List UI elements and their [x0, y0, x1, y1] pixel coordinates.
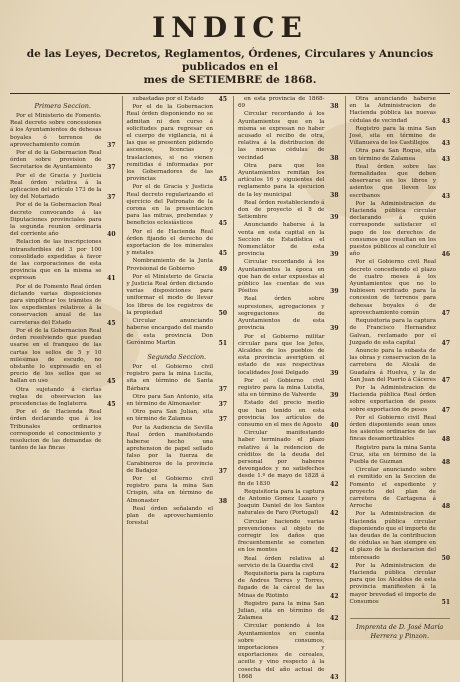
- index-entry: [238, 96, 339, 110]
- entry-list: [127, 364, 228, 527]
- entry-page-number: 45: [218, 250, 227, 258]
- index-entry: [238, 163, 339, 199]
- entry-page-number: 45: [218, 220, 227, 228]
- subtitle-line: de las Leyes, Decretos, Reglamentos, Órdenes, Circulares y Anuncios publicados en el: [26, 48, 434, 73]
- entry-page-number: 47: [441, 406, 450, 414]
- index-entry: [10, 284, 116, 327]
- index-entry: [350, 148, 451, 162]
- entry-page-number: 48: [441, 458, 450, 466]
- index-entry: [127, 104, 228, 183]
- entry-page-number: 42: [330, 510, 339, 518]
- entry-page-number: 38: [218, 497, 227, 505]
- entry-page-number: 37: [107, 194, 116, 202]
- entry-text: Por el Gobierno civil registro para la mina Lucila, sita en término de Santa Bárbara: [126, 363, 213, 392]
- entry-page-number: 46: [441, 251, 450, 259]
- entry-text: Registro para la mina San Julian, sita en término de Zalamea: [238, 600, 325, 622]
- index-entry: [350, 348, 451, 384]
- entry-page-number: 37: [218, 467, 227, 475]
- entry-text: Circular anunciando haberse encargado del mando de esta provincia Don Gerónimo Martin: [126, 318, 213, 346]
- entry-text: Nombramiento de la Junta Provisional de Gobierno: [126, 258, 213, 272]
- entry-page-number: 39: [330, 251, 339, 259]
- entry-text: Por el de Gracia y Justicia Real órden relativa á la aplicacion del artículo 173 de la ley del Notariado: [10, 172, 102, 201]
- index-entry: [10, 409, 116, 452]
- entry-page-number: 38: [330, 103, 339, 111]
- entry-text: Registro para la mina San José, sita en término de Villanueva de los Castillejos: [349, 125, 436, 147]
- entry-text: Otra para que los Ayuntamientos remitan los artículos 16 y siguientes del reglamento para la ejecucion de la ley municipal: [238, 162, 325, 198]
- entry-text: Por el de la Gobernacion Real órden sobre provision de Secretarios de Ayuntamiento: [10, 150, 102, 171]
- entry-text: Por la Administracion de Hacienda pública circular disponiendo que el importe de las deudas de la contribucion de cédulas se han siempre en el plazo de la declaracion del interesado: [349, 511, 436, 561]
- index-entry: [350, 511, 451, 561]
- entry-text: Relacion de las inscripciones intransferibles del 3 por 100 consolidado expedidas á favor de las corporaciones de esta provincia que en la misma se expresan: [10, 239, 102, 282]
- index-entry: [127, 184, 228, 227]
- index-entry: [10, 328, 116, 386]
- subtitle-line: mes de SETIEMBRE de 1868.: [143, 74, 317, 86]
- index-entry: [350, 164, 451, 200]
- entry-text: Otra sujetando á ciertas reglas de observacion las procedencias de Inglaterra: [10, 386, 102, 407]
- entry-text: Por el Gobierno civil registro para la mina San Crispin, sita en término de Almonaster: [126, 475, 213, 504]
- entry-text: Registro para la mina Santa Cruz, sita en término de la Puebla de Guzman: [349, 444, 436, 465]
- entry-page-number: 43: [441, 192, 450, 200]
- index-entry: [350, 563, 451, 606]
- entry-page-number: 47: [441, 309, 450, 317]
- imprint: [350, 618, 451, 641]
- entry-list: [127, 96, 228, 347]
- section-heading: Segunda Seccion.: [147, 352, 207, 361]
- entry-page-number: 48: [441, 503, 450, 511]
- index-entry: [10, 150, 116, 172]
- index-entry: [10, 239, 116, 282]
- index-entry: [350, 96, 451, 125]
- index-entry: [238, 259, 339, 295]
- entry-text: Requisitoria para la captura de Antonio Gomez Lazaro y Joaquin Daniel de los Santos naturales de Faro (Portugal): [238, 488, 325, 517]
- entry-page-number: 48: [441, 436, 450, 444]
- index-entry: [350, 467, 451, 510]
- index-entry: [238, 400, 339, 429]
- entry-text: Otro para San Julian, sita en término de Zalamea: [126, 409, 213, 423]
- entry-text: en esta provincia de 1868-69: [238, 96, 325, 110]
- entry-text: Circular poniendo á los Ayuntamientos en cuenta sobre consumos, importaciones y exportaciones de cereales, aceite y vino respecto á la cosecha del año actual de 1868: [238, 623, 325, 680]
- index-entry: [238, 571, 339, 600]
- index-entry: [238, 200, 339, 222]
- entry-text: Circular anunciando sobre el remitido en la Seccion de Fomento el expediente y proyecto del plan de carretera de Cartagena á Arroche: [349, 467, 436, 510]
- entry-text: Por el Ministerio de Fomento. Real decreto sobre concesiones á los Ayuntamientos de dehesas boyales ó terrenos de aprovechamiento común: [10, 113, 102, 148]
- entry-text: Por el Gobierno militar circular para que los Jefes, Alcaldes de los pueblos de esta provincia averigüen el estado de sus respectivas localidades José Delgado: [238, 333, 325, 376]
- index-entry: [350, 318, 451, 347]
- entry-page-number: 50: [441, 554, 450, 562]
- index-entry: [238, 623, 339, 681]
- entry-page-number: 49: [218, 265, 227, 273]
- page-title: INDICE: [152, 11, 308, 44]
- entry-page-number: 43: [441, 155, 450, 163]
- entry-text: Por el Gobierno civil Real órden disponiendo sean unos los asientos ordinarios de las fincas desamortizables: [349, 414, 436, 443]
- entry-text: Por el de la Gobernacion Real órden disponiendo no se admitan ni den curso á solicitudes para regresar en el cuerpo de vigilancia, ni á las que se presenten pidiendo ascensos, licencias y traslaciones, si no vienen remitidas é informadas por los Gobernadores de las provincias: [126, 104, 213, 183]
- entry-text: Por el de Gracia y Justicia Real decreto regularizando el ejercicio del Patronato de la corona en la presentacion para las mitras, prebendas y beneficios eclesiásticos: [126, 184, 213, 227]
- index-entry: [238, 430, 339, 488]
- index-entry: [127, 409, 228, 423]
- entry-text: Real órden sobre supresiones, agregaciones y segregaciones de Ayuntamientos de esta provincia: [238, 296, 325, 332]
- index-column-1: [10, 96, 116, 682]
- index-entry: [127, 364, 228, 393]
- entry-text: Requisitoria para la captura de Francisco Hernandez Galvan, reclamado por el Juzgado de esta capital: [349, 318, 436, 346]
- entry-text: Otra para San Roque, sita en término de Zalamea: [349, 148, 436, 162]
- index-entry: [350, 415, 451, 444]
- entry-page-number: 37: [218, 400, 227, 408]
- entry-page-number: 45: [107, 378, 116, 386]
- entry-page-number: 39: [330, 288, 339, 296]
- index-entry: [238, 222, 339, 258]
- entry-page-number: 43: [330, 673, 339, 681]
- entry-page-number: 42: [330, 562, 339, 570]
- index-column-2: [122, 96, 228, 682]
- entry-page-number: 45: [107, 319, 116, 327]
- entry-text: Circular recordando á los Ayuntamientos la época en que han de estar expuestas al público las cuentas de sus Pósitos: [238, 259, 325, 295]
- entry-text: Real órden señalando el plan de aprovechamiento forestal: [126, 505, 213, 527]
- index-entry: [238, 601, 339, 623]
- index-entry: [238, 378, 339, 400]
- index-entry: [10, 202, 116, 238]
- index-entry: [238, 489, 339, 518]
- index-entry: [127, 476, 228, 505]
- entry-page-number: 45: [218, 176, 227, 184]
- entry-text: Anuncio para la subasta de las obras y conservacion de la carretera de Alcalá de Guadaíra á Huelva, y la de San Juan del Puerto á Cáceres: [349, 347, 436, 383]
- entry-page-number: 37: [107, 141, 116, 149]
- entry-text: Otra anunciando haberse en la Administracion de Hacienda pública las nuevas cédulas de vecindad: [349, 96, 436, 124]
- index-entry: [238, 296, 339, 332]
- index-entry: [127, 318, 228, 347]
- entry-page-number: 42: [330, 480, 339, 488]
- title-rule: [10, 93, 450, 94]
- entry-page-number: 47: [441, 376, 450, 384]
- entry-list: [10, 113, 116, 452]
- section-heading: Primera Seccion.: [34, 102, 91, 110]
- entry-page-number: 40: [107, 231, 116, 239]
- index-entry: [10, 173, 116, 202]
- entry-page-number: 40: [330, 421, 339, 429]
- entry-page-number: 42: [330, 547, 339, 555]
- imprint-line: Herrera y Pinzon.: [370, 632, 430, 641]
- entry-text: Circular haciendo varias prevenciones al objeto de corregir los daños que frecuentemente se cometen en los montes: [238, 518, 325, 554]
- index-entry: [127, 274, 228, 317]
- entry-page-number: 43: [441, 140, 450, 148]
- entry-text: Requisitoria para la captura de Andres Torres y Torres, fugado de la cárcel de las Minas de Riotinto: [238, 571, 325, 599]
- entry-page-number: 45: [107, 400, 116, 408]
- index-entry: [238, 334, 339, 377]
- entry-page-number: 38: [330, 191, 339, 199]
- index-entry: [10, 113, 116, 149]
- entry-text: Por la Administracion de Hacienda pública Real órden sobre exportacion de pesos sobre exportacion de pesos: [349, 384, 436, 413]
- index-entry: [238, 111, 339, 161]
- entry-page-number: 37: [107, 164, 116, 172]
- page-subtitle: [18, 48, 442, 87]
- entry-page-number: 43: [441, 117, 450, 125]
- entry-text: Por el Ministerio de Gracia y Justicia Real órden dictando varias disposiciones para uniformar el modo de llevar los libros de los registros de la propiedad: [126, 273, 213, 316]
- entry-text: Por la Administracion de Hacienda pública circular para que los Alcaldes de esta provincia manifiesten á la mayor brevedad el importe de Consumos: [349, 562, 436, 605]
- entry-page-number: 37: [218, 416, 227, 424]
- entry-text: Por el de Hacienda Real órden declarando que á los Tribunales ordinarios corresponde el conocimiento y resolucion de las demandas de tanteo de las fincas: [10, 409, 102, 452]
- entry-page-number: 41: [107, 275, 116, 283]
- entry-text: subastadas por el Estado: [132, 96, 204, 102]
- index-entry: [127, 394, 228, 408]
- entry-page-number: 39: [330, 369, 339, 377]
- entry-text: Otro para San Antonio, sita en término de Almonaster: [126, 393, 213, 407]
- index-entry: [350, 385, 451, 414]
- index-column-3: [233, 96, 339, 682]
- entry-page-number: 39: [330, 392, 339, 400]
- index-entry: [350, 445, 451, 467]
- entry-text: Estado del precio medio que han tenido en esta provincia los artículos de consumo en el mes de Agosto: [238, 400, 325, 428]
- imprint-line: Imprenta de D. José María: [356, 623, 444, 632]
- entry-page-number: 45: [218, 96, 227, 103]
- index-entry: [127, 258, 228, 272]
- entry-text: Real órden relativa al servicio de la Guardia civil: [238, 555, 325, 569]
- index-entry: [127, 425, 228, 475]
- entry-text: Anunciando haberse á la venta en esta capital en la Seccion de Estadística el Nomenclátor de esta provincia: [238, 222, 325, 258]
- index-entry: [127, 506, 228, 528]
- entry-text: Por la Audiencia de Sevilla Real órden manifestando haberse hecho una aprehension de papel sellado falso por la fuerza de Carabineros de la provincia de Badajoz: [126, 424, 213, 474]
- entry-page-number: 50: [218, 309, 227, 317]
- entry-text: Circular manifestando haber terminado el plazo relativo á la redencion de créditos de la deuda del personal por haberes devengados y no satisfechos desde 1.º de mayo de 1828 á fin de 1830: [238, 430, 325, 487]
- entry-text: Real órden sobre las formalidades que deben observarse en los libros y asientos que lleven los escribanos: [349, 163, 436, 199]
- entry-page-number: 47: [441, 339, 450, 347]
- entry-page-number: 42: [330, 592, 339, 600]
- entry-page-number: 51: [218, 339, 227, 347]
- index-columns: [10, 96, 450, 681]
- index-entry: [127, 96, 228, 103]
- entry-text: Real órden restableciendo á don de proyecto el 8 de Setiembre: [238, 199, 325, 221]
- entry-list: [350, 96, 451, 606]
- index-entry: [127, 229, 228, 258]
- entry-text: Por el Gobierno civil registro para la mina Luisita, sita en término de Valverde: [238, 377, 325, 399]
- entry-page-number: 42: [330, 615, 339, 623]
- index-entry: [238, 556, 339, 570]
- entry-page-number: 37: [218, 385, 227, 393]
- entry-text: Por el de Hacienda Real órden fijando el derecho de exportacion de los minerales y metales: [126, 228, 213, 257]
- entry-page-number: 51: [441, 598, 450, 606]
- index-entry: [10, 387, 116, 409]
- index-entry: [238, 519, 339, 555]
- entry-list: [238, 96, 339, 681]
- index-column-4: [345, 96, 451, 682]
- entry-text: Por el de la Gobernacion Real decreto convocando á las Diputaciones provinciales para la segunda reunion ordinaria del corriente año: [10, 202, 102, 238]
- index-entry: [350, 126, 451, 148]
- index-entry: [350, 259, 451, 317]
- entry-text: Por la Administracion de Hacienda pública circular declarando á quién corresponde satisfacer el pago de los derechos de consumos que resultan en los puestos públicos al concluir el año: [349, 200, 436, 258]
- entry-text: Circular recordando á los Ayuntamientos que en la misma se expresan no haber acusado el recibo de otra, relativa á la distribucion de las nuevas cédulas de vecindad: [238, 111, 325, 161]
- entry-text: Por el de la Gobernacion Real órden resolviendo que puedan usarse en el franqueo de las cartas los sellos de 5 y 10 milésimas de escudo, no obstante lo expresado en el precio de los sellos que se hallan en uso: [10, 327, 102, 385]
- entry-page-number: 39: [330, 325, 339, 333]
- entry-page-number: 38: [330, 154, 339, 162]
- entry-page-number: 39: [330, 214, 339, 222]
- entry-text: Por el de Fomento Real órden dictando varias disposiciones para simplificar los trámites de los expedientes relativos á la conservacion anual de las carreteras del Estado: [10, 283, 102, 326]
- entry-text: Por el Gobierno civil Real decreto concediendo el plazo de cuatro meses á los Ayuntamientos que no lo hubiesen verificado para la concesion de terrenos para dehesas boyales ó de aprovechamiento común: [349, 259, 436, 316]
- index-entry: [350, 201, 451, 259]
